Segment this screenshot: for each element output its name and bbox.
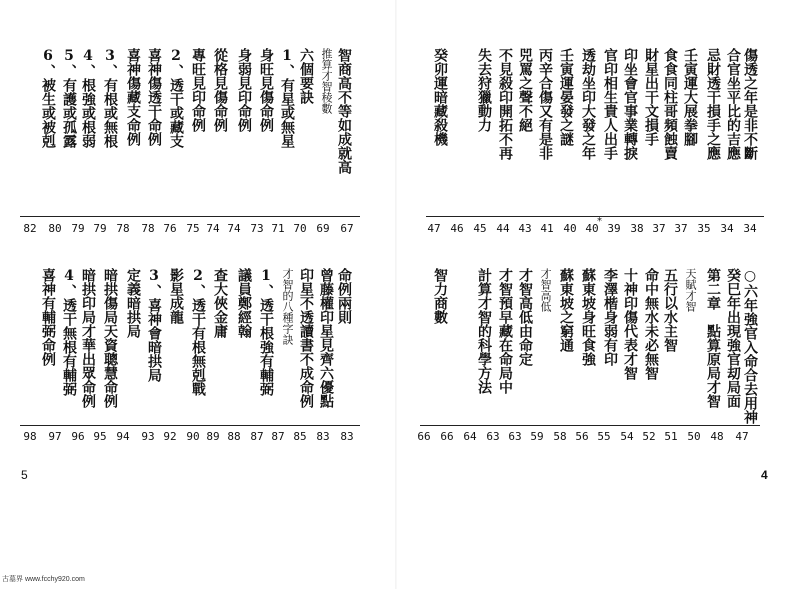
right-bottom-page-ref: 54 [620,430,634,443]
right-bottom-entry: 命中無水未必無智 [643,268,659,380]
left-bottom-entry: 1、透干根強有輔弼 [258,268,274,396]
right-top-entry: 財星出干文損手 [643,48,659,146]
right-top-page-ref: 37 [652,222,666,235]
left-top-page-ref: 78 [141,222,155,235]
right-bottom-page-ref: 52 [642,430,656,443]
right-top-page-ref: 34 [743,222,757,235]
left-bottom-page-ref: 98 [23,430,37,443]
left-top-page-ref: 75 [186,222,200,235]
left-bottom-entry: 定義暗拱局 [125,268,141,338]
right-bottom-entry: 五行以水主智 [662,268,678,352]
right-top-page-ref: 43 [518,222,532,235]
left-bottom-page-ref: 96 [71,430,85,443]
left-bottom-entry: 曾藤權印星見齊六優點 [318,268,334,408]
left-top-entry: 5、有護或孤露 [61,48,77,148]
left-top-entry: 喜神傷透干命例 [146,48,162,146]
right-top-entry: 食食同柱哥頻蝕賣 [662,48,678,160]
left-bottom-rule [20,425,360,426]
right-top-page-ref: 39 [607,222,621,235]
left-top-entry: 推算才智稜數 [320,48,333,114]
right-top-entry: 透劫坐印大發之年 [580,48,596,160]
left-top-entry: 專旺見印命例 [190,48,206,132]
right-bottom-page-ref: 50 [687,430,701,443]
left-top-entry: 3、有根或無根 [102,48,118,148]
right-bottom-page-ref: 64 [463,430,477,443]
left-top-rule [20,216,360,217]
right-page-number: 4 [761,468,768,482]
left-bottom-page-ref: 87 [250,430,264,443]
right-bottom-rule [420,425,760,426]
right-top-entry: 失去狩獵動力 [476,48,492,132]
right-bottom-page-numbers [0,430,793,446]
left-bottom-entry: 喜神有輔弼命例 [40,268,56,366]
left-top-page-ref: 78 [116,222,130,235]
right-top-entry: 丙辛合傷又有是非 [537,48,553,160]
right-top-entry: 壬寅運大展拳腳 [682,48,698,146]
right-bottom-entry: 癸巳年出現強官刧局面 [725,268,741,408]
right-bottom-entry: 智力商數 [432,268,448,324]
left-top-page-ref: 74 [206,222,220,235]
left-bottom-page-ref: 92 [163,430,177,443]
right-top-entry: 傷透之年是非不斷 [742,48,758,160]
left-bottom-entry: 4、透干無根有輔弼 [61,268,77,396]
right-bottom-entry: 才智高低由命定 [517,268,533,366]
left-bottom-entry: 才智的八種字訣 [281,268,294,345]
left-top-page-ref: 79 [93,222,107,235]
right-top-entry: 印坐會官事業轉捩 [622,48,638,160]
right-bottom-entry: 才智預早藏在命局中 [497,268,513,394]
left-top-entry: 2、透干或藏支 [168,48,184,148]
right-top-entry: 癸卯運暗藏殺機 [432,48,448,146]
left-bottom-page-ref: 85 [293,430,307,443]
star-mark: * [597,216,602,227]
left-bottom-entry: 影星成龍 [168,268,184,324]
right-top-page-ref: 37 [674,222,688,235]
left-bottom-entry: 3、喜神會暗拱局 [146,268,162,382]
right-top-entry: 壬寅運晏發之謎 [558,48,574,146]
left-bottom-entry: 2、透干有根無剋戰 [190,268,206,396]
right-bottom-page-ref: 55 [597,430,611,443]
left-top-entry: 身弱見印命例 [236,48,252,132]
right-top-page-ref: 40 [585,222,599,235]
left-top-page-ref: 76 [163,222,177,235]
right-bottom-page-ref: 59 [530,430,544,443]
left-bottom-entry: 命例兩則 [336,268,352,324]
page-fold [395,0,397,589]
right-bottom-page-ref: 58 [553,430,567,443]
left-bottom-page-ref: 94 [116,430,130,443]
left-top-entry: 從格見傷命例 [212,48,228,132]
right-top-entry: 忌財透干損手之應 [705,48,721,160]
left-bottom-page-ref: 90 [186,430,200,443]
left-bottom-entry: 議員鄭經翰 [236,268,252,338]
right-top-entry: 官印相生貴人出手 [602,48,618,160]
left-top-entry: 喜神傷藏支命例 [125,48,141,146]
right-top-page-ref: 35 [697,222,711,235]
right-top-page-ref: 40 [563,222,577,235]
left-top-entry: 1、有星或無星 [279,48,295,148]
left-bottom-page-ref: 95 [93,430,107,443]
right-top-entry: 合官坐平比的吉應 [725,48,741,160]
left-bottom-page-ref: 97 [48,430,62,443]
left-bottom-entry: 印星不透讀書不成命例 [298,268,314,408]
left-bottom-entry: 暗拱傷局天資聰慧命例 [102,268,118,408]
left-bottom-entry: 暗拱印局才華出眾命例 [80,268,96,408]
left-top-entry: 4、根強或根弱 [80,48,96,148]
right-top-page-ref: 41 [540,222,554,235]
right-bottom-page-ref: 63 [486,430,500,443]
right-bottom-page-ref: 56 [575,430,589,443]
left-top-page-ref: 79 [71,222,85,235]
left-top-entry: 六個要訣 [298,48,314,104]
right-bottom-entry: 十神印傷代表才智 [622,268,638,380]
left-top-entry: 智商高不等如成就高 [336,48,352,174]
right-bottom-entry: 第二章 點算原局才智 [705,268,721,408]
left-bottom-page-ref: 83 [316,430,330,443]
left-bottom-entry: 查大俠金庸 [212,268,228,338]
left-bottom-page-ref: 89 [206,430,220,443]
left-bottom-page-ref: 83 [340,430,354,443]
right-top-page-ref: 38 [630,222,644,235]
left-bottom-page-ref: 93 [141,430,155,443]
right-top-entry: 兕罵之聲不絕 [517,48,533,132]
footer-watermark: 古墓界 www.fcchy920.com [2,576,85,583]
right-top-page-ref: 45 [473,222,487,235]
right-bottom-entry: ○六年強官入命合去用神 [742,268,758,424]
left-top-page-ref: 80 [48,222,62,235]
right-bottom-entry: 李澤楷身弱有印 [602,268,618,366]
left-top-page-ref: 69 [316,222,330,235]
right-bottom-page-ref: 51 [664,430,678,443]
right-bottom-entry: 蘇東坡之窮通 [558,268,574,352]
right-top-page-ref: 46 [450,222,464,235]
right-bottom-page-ref: 66 [417,430,431,443]
left-top-page-ref: 82 [23,222,37,235]
right-top-rule [426,216,764,217]
left-top-page-ref: 67 [340,222,354,235]
left-top-page-ref: 71 [271,222,285,235]
left-top-page-ref: 74 [227,222,241,235]
right-top-page-numbers [0,222,793,238]
left-top-entry: 身旺見傷命例 [258,48,274,132]
right-bottom-page-ref: 66 [440,430,454,443]
right-top-page-ref: 47 [427,222,441,235]
right-bottom-page-ref: 48 [710,430,724,443]
left-bottom-page-ref: 87 [271,430,285,443]
right-bottom-entry: 蘇東坡身旺食強 [580,268,596,366]
left-bottom-page-ref: 88 [227,430,241,443]
right-bottom-page-ref: 47 [735,430,749,443]
right-top-page-ref: 44 [496,222,510,235]
left-page-number: 5 [21,468,28,482]
right-bottom-entry: 計算才智的科學方法 [476,268,492,394]
left-top-entry: 6、被生或被剋 [40,48,56,148]
right-bottom-entry: 才智高低 [539,268,552,312]
left-top-page-ref: 73 [250,222,264,235]
right-bottom-entry: 天賦才智 [684,268,697,312]
left-top-page-ref: 70 [293,222,307,235]
right-top-page-ref: 34 [720,222,734,235]
right-bottom-page-ref: 63 [508,430,522,443]
right-top-entry: 不見殺印開拓不再 [497,48,513,160]
